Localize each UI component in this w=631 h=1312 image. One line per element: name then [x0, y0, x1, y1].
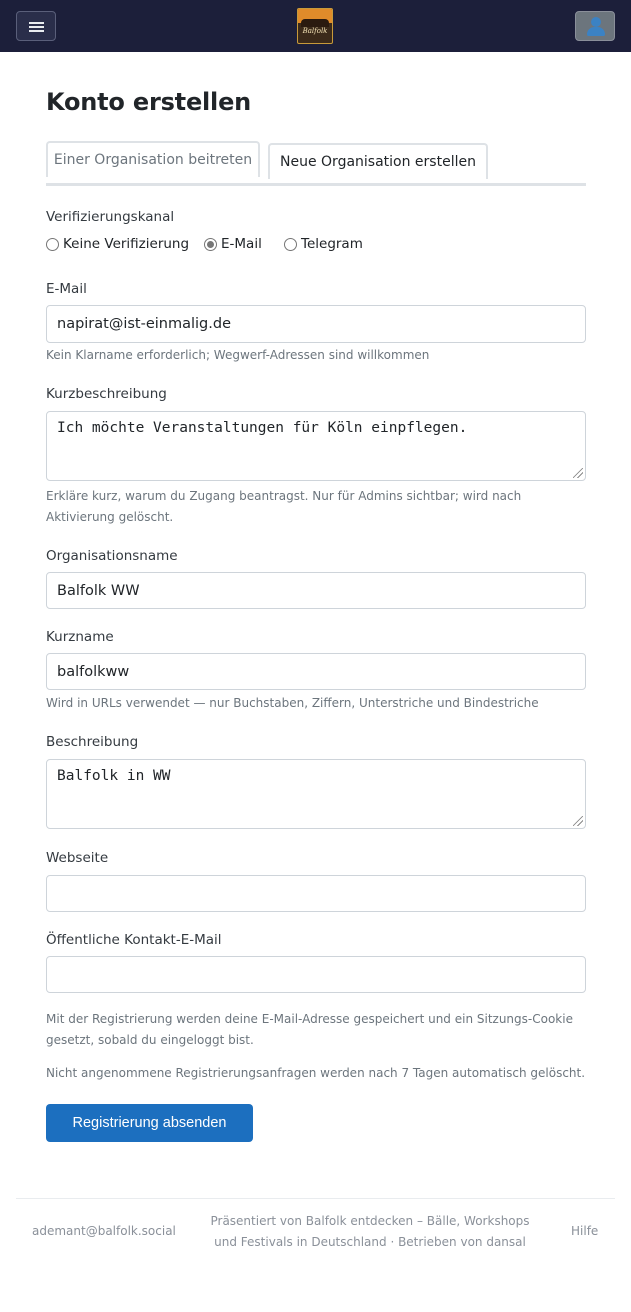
- tab-divider: [46, 183, 586, 186]
- footer-divider: [16, 1198, 615, 1199]
- contact-email-field[interactable]: [46, 956, 586, 993]
- submit-registration-button[interactable]: Registrierung absenden: [46, 1104, 253, 1142]
- radio-no-verification[interactable]: Keine Verifizierung: [46, 236, 189, 252]
- description-textarea[interactable]: [46, 759, 586, 829]
- summary-textarea[interactable]: [46, 411, 586, 481]
- tab-join-organisation[interactable]: Einer Organisation beitreten: [46, 141, 260, 177]
- summary-text: Ich möchte Veranstaltungen für Köln einpflegen.: [57, 420, 468, 436]
- website-field[interactable]: [46, 875, 586, 912]
- email-label: E-Mail: [46, 281, 87, 297]
- page-title: Konto erstellen: [46, 88, 252, 116]
- short-name-hint: Wird in URLs verwendet — nur Buchstaben, Ziffern, Unterstriche und Bindestriche: [46, 696, 539, 710]
- radio-circle-checked[interactable]: [204, 238, 217, 251]
- radio-circle[interactable]: [46, 238, 59, 251]
- short-name-label: Kurzname: [46, 629, 114, 645]
- website-label: Webseite: [46, 850, 109, 866]
- org-name-field[interactable]: Balfolk WW: [46, 572, 586, 609]
- resize-handle-icon[interactable]: [573, 468, 583, 478]
- verification-label: Verifizierungskanal: [46, 209, 175, 225]
- navbar: [0, 0, 631, 52]
- deletion-notice: Nicht angenommene Registrierungsanfragen werden nach 7 Tagen automatisch gelöscht.: [46, 1066, 586, 1080]
- description-text: Balfolk in WW: [57, 768, 171, 784]
- footer-help-link[interactable]: Hilfe: [571, 1224, 599, 1238]
- contact-email-label: Öffentliche Kontakt-E-Mail: [46, 932, 222, 948]
- user-icon: [591, 17, 601, 27]
- radio-circle[interactable]: [284, 238, 297, 251]
- short-name-field[interactable]: balfolkww: [46, 653, 586, 690]
- summary-label: Kurzbeschreibung: [46, 386, 167, 402]
- storage-notice: Mit der Registrierung werden deine E-Mail-Adresse gespeichert und ein Sitzungs-Cookie gesetzt, sobald du eingeloggt bist.: [46, 1012, 573, 1047]
- radio-telegram[interactable]: Telegram: [284, 236, 363, 252]
- menu-toggle-button[interactable]: [16, 11, 56, 41]
- email-field[interactable]: napirat@ist-einmalig.de: [46, 305, 586, 343]
- radio-email[interactable]: E-Mail: [204, 236, 262, 252]
- footer-contact-link[interactable]: ademant@balfolk.social: [32, 1224, 176, 1238]
- email-hint: Kein Klarname erforderlich; Wegwerf-Adressen sind willkommen: [46, 348, 430, 362]
- logo-text: Balfolk: [302, 27, 328, 35]
- tab-new-organisation[interactable]: Neue Organisation erstellen: [268, 143, 488, 179]
- user-menu-button[interactable]: [575, 11, 615, 41]
- hamburger-icon: [29, 22, 44, 32]
- description-label: Beschreibung: [46, 734, 139, 750]
- org-name-label: Organisationsname: [46, 548, 178, 564]
- resize-handle-icon[interactable]: [573, 816, 583, 826]
- site-logo[interactable]: [297, 8, 333, 44]
- summary-hint: Erkläre kurz, warum du Zugang beantragst. Nur für Admins sichtbar; wird nach Aktivierung gelöscht.: [46, 489, 522, 524]
- footer-credits: Präsentiert von Balfolk entdecken – Bälle, Workshops und Festivals in Deutschland · Betrieben von dansal: [210, 1214, 530, 1249]
